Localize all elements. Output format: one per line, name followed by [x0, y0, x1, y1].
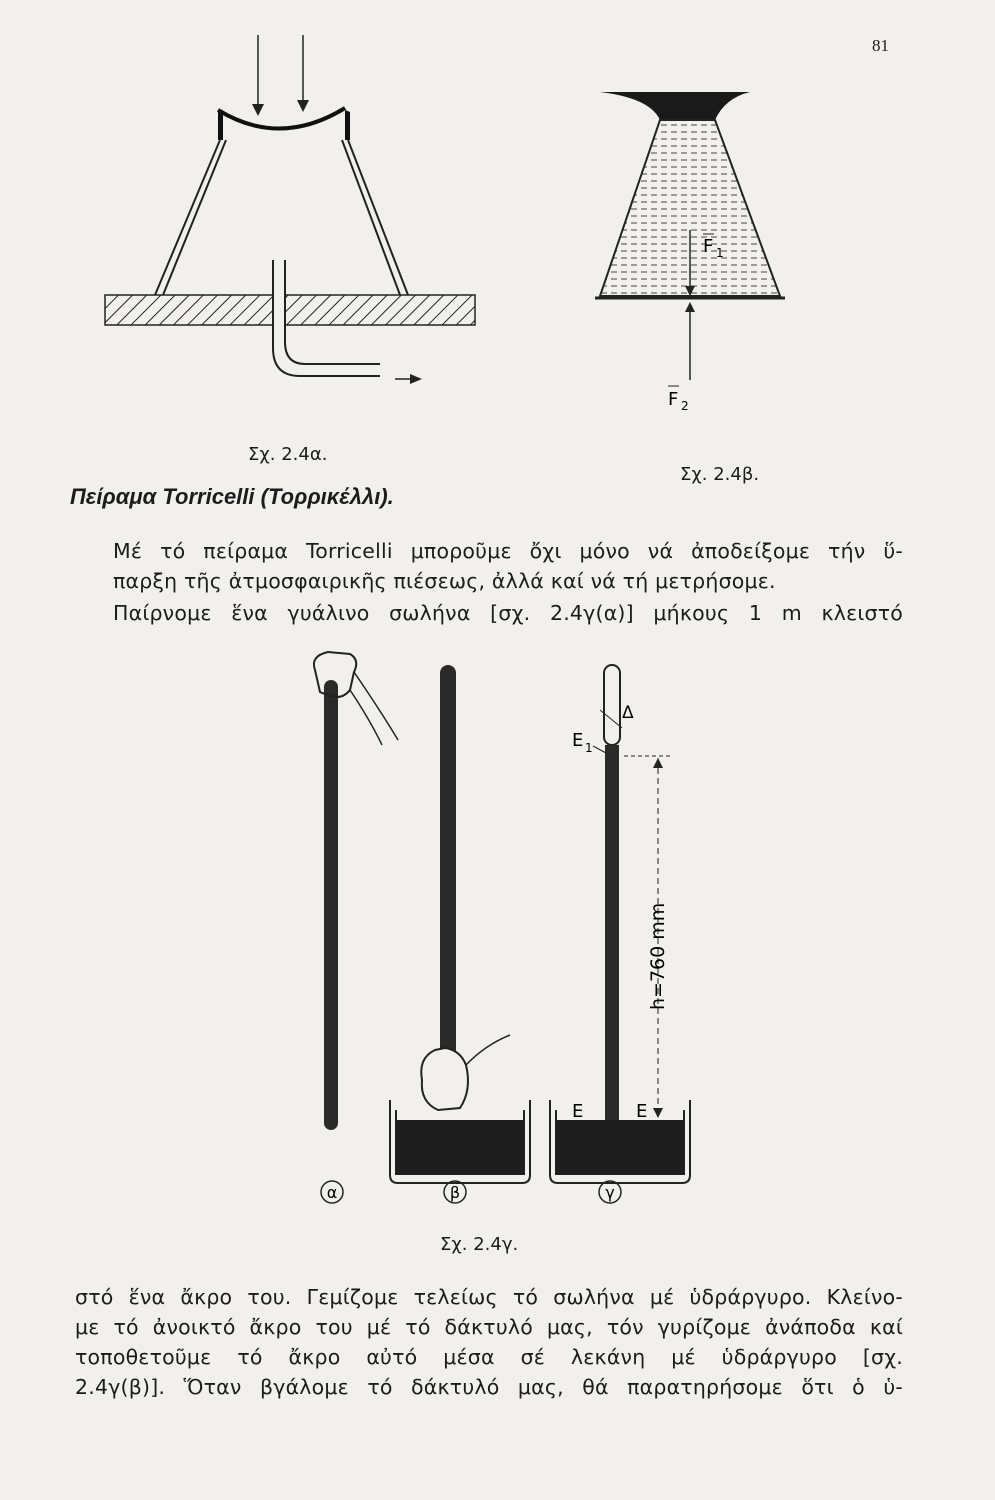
figure-2-4a	[100, 30, 480, 280]
caption-fig-2-4b: Σχ. 2.4β.	[680, 464, 760, 485]
label-f1-letter: F	[703, 236, 714, 257]
paragraph-2	[113, 598, 903, 628]
page-number: 81	[872, 36, 889, 55]
label-f2-letter: F	[668, 389, 679, 410]
paragraph-3-line-3: τοποθετοῦμε τό ἄκρο αὐτό μέσα σέ λεκάνη μέ ὑδράργυρο [σχ.	[75, 1345, 903, 1369]
panel-beta-label: β	[449, 1183, 461, 1202]
paragraph-3-line-4: 2.4γ(β)]. Ὅταν βγάλομε τό δάκτυλό μας, θά παρατηρήσομε ὅτι ὁ ὑ-	[75, 1375, 903, 1399]
label-e1-sub: 1	[585, 741, 593, 755]
panel-alpha-label: α	[326, 1183, 338, 1202]
rubber-cap	[218, 108, 345, 129]
paragraph-1	[113, 536, 903, 596]
paragraph-3-line-1: στό ἕνα ἄκρο του. Γεμίζομε τελείως τό σωλήνα μέ ὑδράργυρο. Κλείνο-	[75, 1285, 903, 1309]
tube-gamma-empty	[604, 665, 620, 745]
paragraph-3-line-2: με τό ἀνοικτό ἄκρο του μέ τό δάκτυλό μας, τόν γυρίζομε ἀνάποδα καί	[75, 1315, 903, 1339]
caption-fig-2-4g: Σχ. 2.4γ.	[440, 1234, 519, 1255]
label-f1-sub: 1	[716, 246, 724, 260]
label-e-left: E	[572, 1101, 584, 1122]
tube-beta	[440, 665, 456, 1095]
caption-fig-2-4a: Σχ. 2.4α.	[248, 444, 328, 465]
figure-2-4b	[590, 80, 790, 440]
section-heading: Πείραμα Torricelli (Τορρικέλλι).	[70, 484, 394, 509]
label-height: h=760 mm	[647, 902, 669, 1010]
tube-alpha	[324, 680, 338, 1130]
paragraph-2-line-1: Παίρνομε ἕνα γυάλινο σωλήνα [σχ. 2.4γ(α)] μήκους 1 m κλειστό	[113, 601, 903, 625]
tube-gamma-mercury	[605, 745, 619, 1145]
hand-beta-icon	[421, 1048, 468, 1110]
label-e1-letter: E	[572, 730, 584, 751]
paragraph-1-line-2: παρξη τῆς ἀτμοσφαιρικῆς πιέσεως, ἀλλά καί νά τή μετρήσομε.	[113, 569, 776, 593]
paragraph-3	[75, 1282, 903, 1402]
panel-gamma-label: γ	[605, 1183, 615, 1202]
label-e-right: E	[636, 1101, 648, 1122]
label-delta: Δ	[622, 703, 634, 723]
base-plate	[105, 295, 475, 325]
paragraph-1-line-1: Μέ τό πείραμα Torricelli μποροῦμε ὄχι μόνο νά ἀποδείξομε τήν ὕ-	[113, 539, 903, 563]
flask-top	[600, 92, 750, 120]
label-f2-sub: 2	[681, 399, 689, 413]
figure-2-4g	[310, 650, 730, 1210]
